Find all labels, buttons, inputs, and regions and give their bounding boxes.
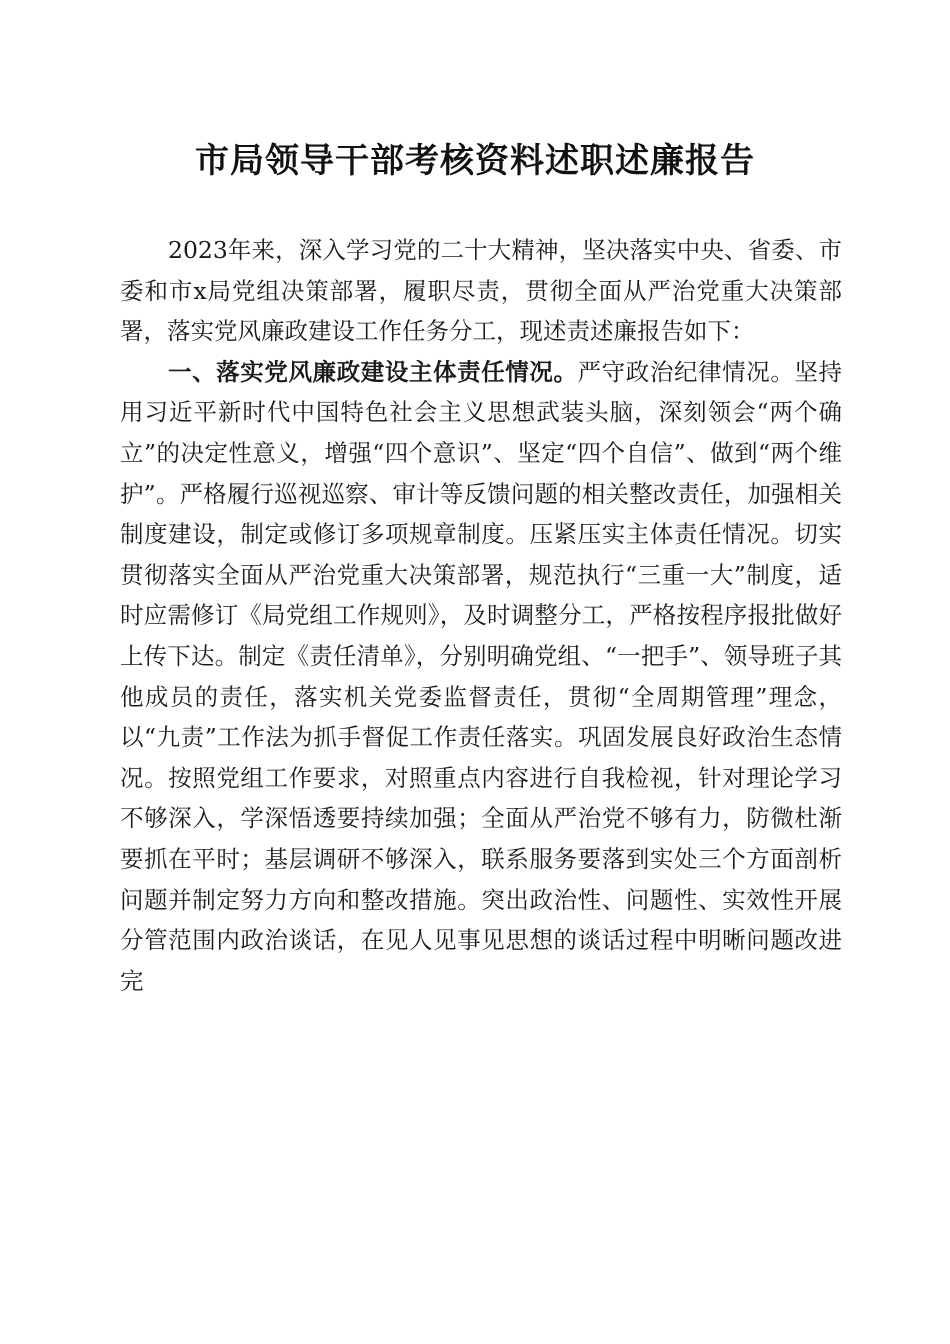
document-body [120,230,842,1001]
intro-paragraph: 2023年来，深入学习党的二十大精神，坚决落实中央、省委、市委和市x局党组决策部署，履职尽责，贯彻全面从严治党重大决策部署，落实党风廉政建设工作任务分工，现述责述廉报告如下： [120,236,842,346]
section-1-body: 严守政治纪律情况。坚持用习近平新时代中国特色社会主义思想武装头脑，深刻领会“两个确立”的决定性意义，增强“四个意识”、坚定“四个自信”、做到“两个维护”。严格履行巡视巡察、审计等反馈问题的相关整改责任，加强相关制度建设，制定或修订多项规章制度。压紧压实主体责任情况。切实贯彻落实全面从严治党重大决策部署，规范执行“三重一大”制度，适时应需修订《局党组工作规则》，及时调整分工，严格按程序报批做好上传下达。制定《责任清单》，分别明确党组、“一把手”、领导班子其他成员的责任，落实机关党委监督责任，贯彻“全周期管理”理念，以“九责”工作法为抓手督促工作责任落实。巩固发展良好政治生态情况。按照党组工作要求，对照重点内容进行自我检视，针对理论学习不够深入，学深悟透要持续加强；全面从严治党不够有力，防微杜渐要抓在平时；基层调研不够深入，联系服务要落到实处三个方面剖析问题并制定努力方向和整改措施。突出政治性、问题性、实效性开展分管范围内政治谈话，在见人见事见思想的谈话过程中明晰问题改进完 [120,357,843,995]
document-title: 市局领导干部考核资料述职述廉报告 [195,141,755,181]
section-1-paragraph [120,352,842,1002]
section-1-heading: 一、落实党风廉政建设主体责任情况。 [168,357,578,386]
